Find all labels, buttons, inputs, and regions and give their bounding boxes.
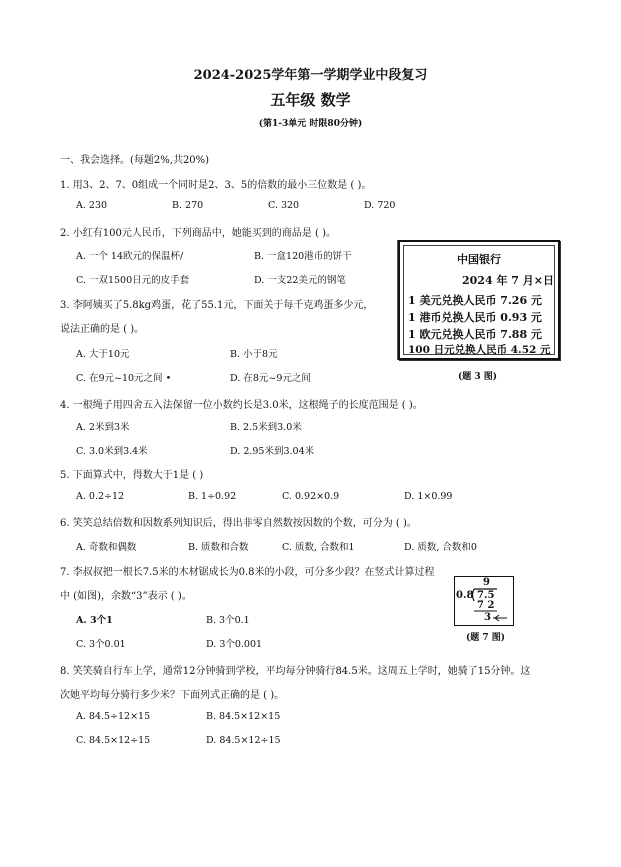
division-dividend: 7.5: [477, 590, 495, 601]
bank-date: 2024 年 7 月×日: [462, 274, 554, 287]
rate-eur: 1 欧元兑换人民币 7.88 元: [408, 328, 542, 341]
option-a: A. 84.5÷12×15: [76, 711, 151, 722]
question-text: 4. 一根绳子用四舍五入法保留一位小数约长是3.0米，这根绳子的长度范围是 ( )。: [60, 400, 423, 411]
bank-name: 中国银行: [457, 253, 501, 266]
option-c: C. 在9元~10元之间 •: [76, 373, 172, 384]
option-d: D. 1×0.99: [404, 491, 453, 502]
question-text: 2. 小红有100元人民币，下列商品中，她能买到的商品是 ( )。: [60, 228, 336, 239]
option-d: D. 84.5×12÷15: [206, 735, 281, 746]
section-heading: 一、我会选择。(每题2%,共20%): [60, 155, 210, 166]
option-d: D. 2.95米到3.04米: [230, 446, 315, 457]
option-b: B. 3个0.1: [206, 615, 250, 626]
figure-caption-7: (题 7 图): [466, 633, 506, 643]
option-a: A. 0.2÷12: [76, 491, 125, 502]
option-b: B. 小于8元: [230, 349, 278, 360]
question-text-cont: 中 (如图)，余数“3”表示 ( )。: [60, 591, 192, 602]
option-c: C. 84.5×12÷15: [76, 735, 151, 746]
option-c: C. 一双1500日元的皮手套: [76, 275, 190, 286]
question-text: 6. 笑笑总结倍数和因数系列知识后，得出非零自然数按因数的个数，可分为 ( )。: [60, 518, 417, 529]
option-b: B. 一盒120港币的饼干: [254, 251, 352, 262]
option-d: D. 质数, 合数和0: [404, 542, 477, 553]
exam-title: 2024-2025学年第一学期学业中段复习: [193, 68, 428, 83]
question-text: 7. 李叔叔把一根长7.5米的木材锯成长为0.8米的小段，可分多少段？在竖式计算过程: [60, 567, 435, 578]
option-c: C. 质数, 合数和1: [282, 542, 355, 553]
option-d: D. 3个0.001: [206, 639, 263, 650]
division-divisor: 0.8: [456, 590, 474, 601]
option-b: B. 270: [172, 200, 204, 211]
option-c: C. 3.0米到3.4米: [76, 446, 148, 457]
rate-jpy: 100 日元兑换人民币 4.52 元: [408, 344, 551, 356]
option-a: A. 奇数和偶数: [76, 542, 137, 553]
option-b: B. 1÷0.92: [188, 491, 237, 502]
option-a: A. 3个1: [76, 615, 113, 626]
question-text: 3. 李阿姨买了5.8kg鸡蛋，花了55.1元，下面关于每千克鸡蛋多少元，: [60, 300, 374, 311]
question-text: 1. 用3、2、7、0组成一个同时是2、3、5的倍数的最小三位数是 ( )。: [60, 180, 372, 191]
question-text-cont: 说法正确的是 ( )。: [60, 324, 145, 335]
division-product: 7 2: [477, 600, 495, 611]
figure-caption-3: (题 3 图): [458, 372, 498, 382]
division-remainder: 3: [484, 612, 491, 623]
option-d: D. 在8元~9元之间: [230, 373, 311, 384]
exam-subject: 五年级 数学: [270, 91, 351, 109]
option-a: A. 大于10元: [76, 349, 130, 360]
option-c: C. 3个0.01: [76, 639, 126, 650]
rate-hkd: 1 港币兑换人民币 0.93 元: [408, 311, 542, 324]
option-d: D. 一支22美元的钢笔: [254, 275, 346, 286]
division-quotient: 9: [483, 577, 490, 588]
option-b: B. 质数和合数: [188, 542, 249, 553]
question-text: 8. 笑笑骑自行车上学，通常12分钟骑到学校，平均每分钟骑行84.5米。这周五上学时，她骑了15分钟。这: [60, 666, 531, 677]
option-a: A. 2米到3米: [76, 422, 130, 433]
exam-scope: (第1-3单元 时限80分钟): [258, 119, 363, 129]
option-b: B. 84.5×12×15: [206, 711, 281, 722]
option-d: D. 720: [364, 200, 396, 211]
option-c: C. 0.92×0.9: [282, 491, 340, 502]
option-a: A. 230: [76, 200, 108, 211]
question-text-cont: 次她平均每分骑行多少米？下面列式正确的是 ( )。: [60, 690, 285, 701]
question-text: 5. 下面算式中，得数大于1是 ( ): [60, 470, 204, 481]
rate-usd: 1 美元兑换人民币 7.26 元: [408, 294, 542, 307]
bank-rate-board: [398, 240, 560, 360]
option-c: C. 320: [268, 200, 300, 211]
option-b: B. 2.5米到3.0米: [230, 422, 302, 433]
option-a: A. 一个 14欧元的保温杯/: [76, 251, 184, 262]
long-division-figure: [454, 576, 514, 626]
